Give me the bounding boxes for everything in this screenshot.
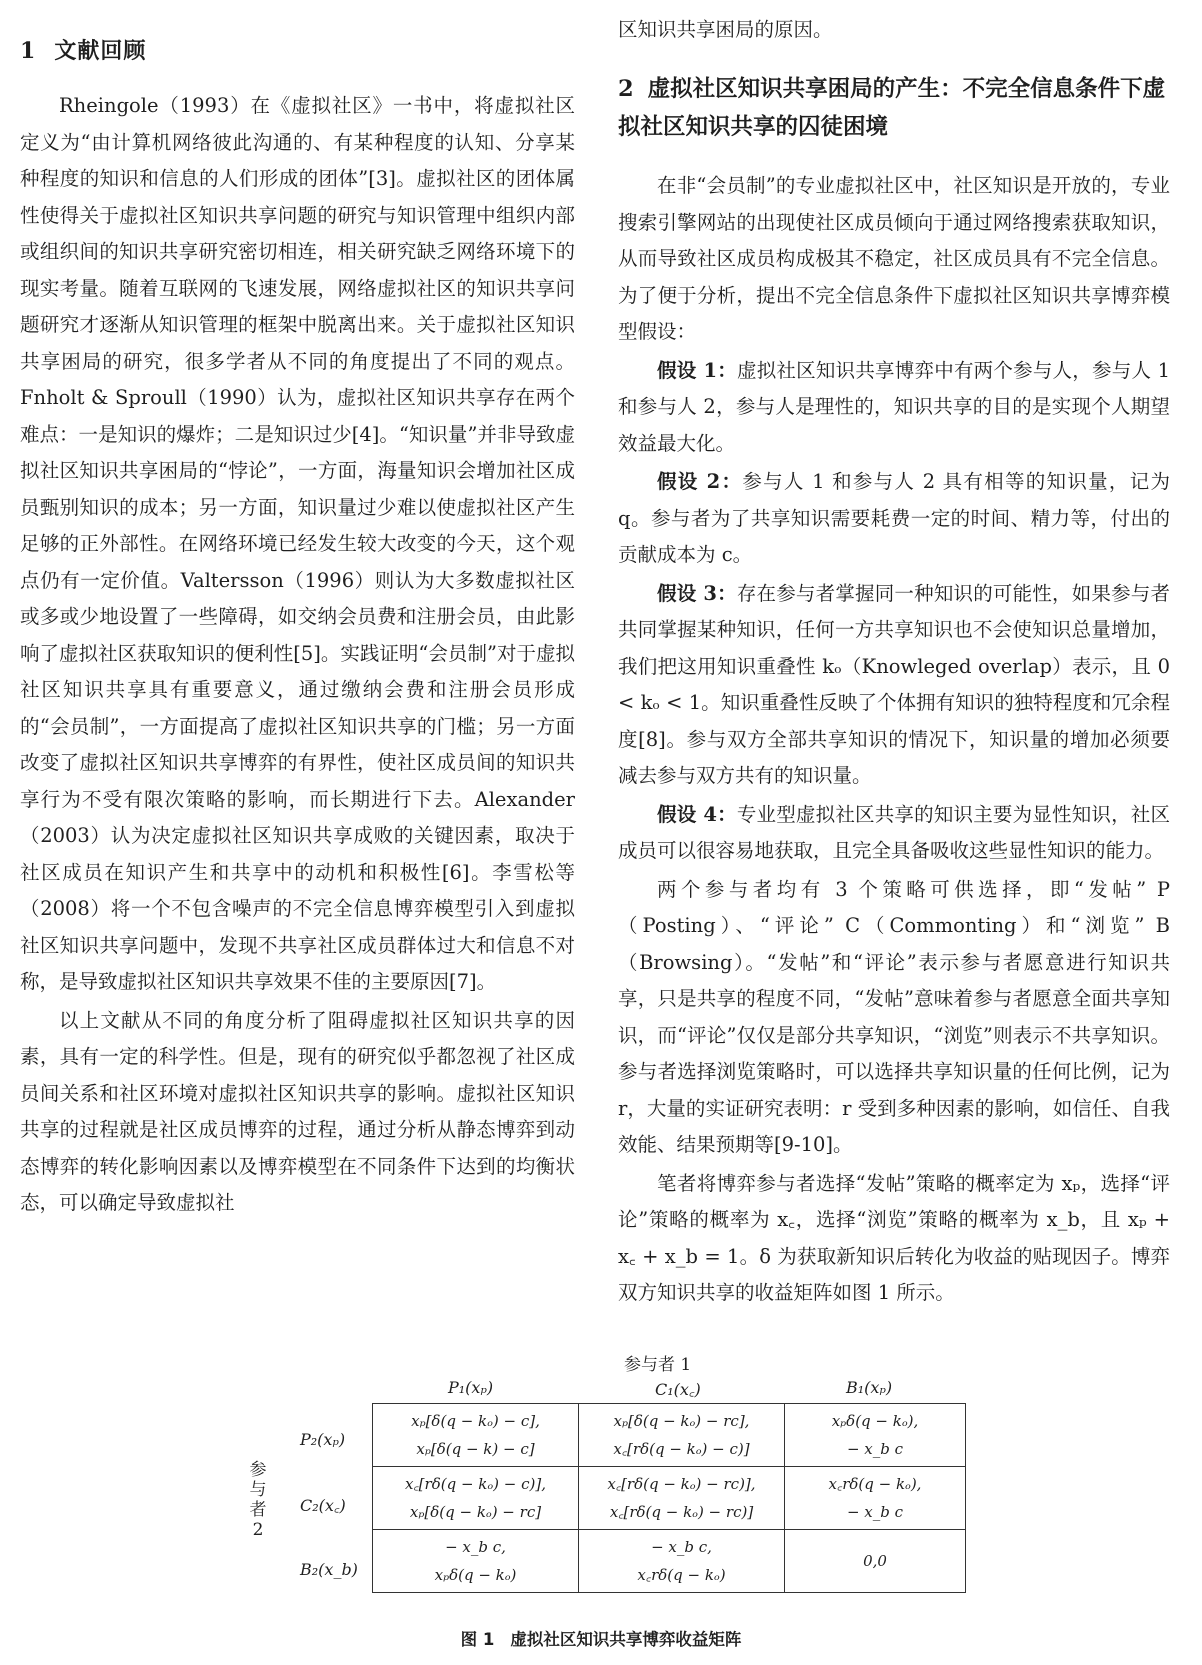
- paragraph: Rheingole（1993）在《虚拟社区》一书中，将虚拟社区定义为“由计算机网络彼此沟通的、有某种程度的认知、分享某种程度的知识和信息的人们形成的团体”[3]。虚拟社区的团体属性使得关于虚拟社区知识共享问题的研究与知识管理中组织内部或组织间的知识共享研究密切相连，相关研究缺乏网络环境下的现实考量。随着互联网的飞速发展，网络虚拟社区的知识共享问题研究才逐渐从知识管理的框架中脱离出来。关于虚拟社区知识共享困局的研究，很多学者从不同的角度提出了不同的观点。Fnholt & Sproull（1990）认为，虚拟社区知识共享存在两个难点：一是知识的爆炸；二是知识过少[4]。“知识量”并非导致虚拟社区知识共享困局的“悖论”，一方面，海量知识会增加社区成员甄别知识的成本；另一方面，知识量过少难以使虚拟社区产生足够的正外部性。在网络环境已经发生较大改变的今天，这个观点仍有一定价值。Valtersson（1996）则认为大多数虚拟社区或多或少地设置了一些障碍，如交纳会员费和注册会员，由此影响了虚拟社区获取知识的便利性[5]。实践证明“会员制”对于虚拟社区知识共享具有重要意义，通过缴纳会费和注册会员形成的“会员制”，一方面提高了虚拟社区知识共享的门槛；另一方面改变了虚拟社区知识共享博弈的有界性，使社区成员间的知识共享行为不受有限次策略的影响，而长期进行下去。Alexander（2003）认为决定虚拟社区知识共享成败的关键因素，取决于社区成员在知识产生和共享中的动机和积极性[6]。李雪松等（2008）将一个不包含噪声的不完全信息博弈模型引入到虚拟社区知识共享问题中，发现不共享社区成员群体过大和信息不对称，是导致虚拟社区知识共享效果不佳的主要原因[7]。: [20, 94, 575, 993]
- cell-line: − x_b c: [846, 1503, 904, 1521]
- cell-line: x꜀[rδ(q − kₒ) − c)]: [613, 1440, 750, 1458]
- section-2-title: [618, 70, 1170, 146]
- matrix-cell: [579, 1404, 785, 1467]
- player-2-label: 参与者 2: [249, 1460, 267, 1540]
- cell-line: x꜀[rδ(q − kₒ) − c)],: [405, 1475, 546, 1493]
- figure-caption: [0, 1626, 1202, 1650]
- matrix-row: [373, 1404, 966, 1467]
- matrix-row: [373, 1530, 966, 1593]
- cell-line: xₚ[δ(q − k) − c]: [416, 1440, 535, 1458]
- assumption-text: 专业型虚拟社区共享的知识主要为显性知识，社区成员可以很容易地获取，且完全具备吸收这些显性知识的能力。: [618, 802, 1170, 862]
- payoff-matrix: [372, 1403, 966, 1593]
- row-header: B₂(x_b): [300, 1560, 358, 1579]
- assumption-label: 假设 4：: [657, 802, 737, 826]
- paragraph: 以上文献从不同的角度分析了阻碍虚拟社区知识共享的因素，具有一定的科学性。但是，现有的研究似乎都忽视了社区成员间关系和社区环境对虚拟社区知识共享的影响。虚拟社区知识共享的过程就是社区成员博弈的过程，通过分析从静态博弈到动态博弈的转化影响因素以及博弈模型在不同条件下达到的均衡状态，可以确定导致虚拟社: [20, 1008, 575, 1214]
- assumption-text: 虚拟社区知识共享博弈中有两个参与人，参与人 1 和参与人 2，参与人是理性的，知识共享的目的是实现个人期望效益最大化。: [618, 358, 1171, 455]
- assumption-3: [618, 576, 1170, 795]
- assumption-4: [618, 797, 1170, 870]
- matrix-cell: [785, 1404, 966, 1467]
- cell-line: − x_b c,: [651, 1538, 712, 1556]
- player-1-label: 参与者 1: [624, 1355, 692, 1375]
- assumption-2: [618, 464, 1170, 574]
- cell-line: x꜀rδ(q − kₒ): [637, 1566, 726, 1584]
- assumption-label: 假设 1：: [657, 358, 737, 382]
- row-header: C₂(x꜀): [300, 1496, 346, 1515]
- assumption-text: 参与人 1 和参与人 2 具有相等的知识量，记为 q。参与者为了共享知识需要耗费一定的时间、精力等，付出的贡献成本为 c。: [618, 470, 1171, 566]
- cell-line: 0,0: [863, 1552, 887, 1570]
- paragraph: 两个参与者均有 3 个策略可供选择，即“发帖” P（Posting）、“评论” C（Commonting）和“浏览” B（Browsing）。“发帖”和“评论”表示参与者愿意进行知识共享，只是共享的程度不同，“发帖”意味着参与者愿意全面共享知识，而“评论”仅仅是部分共享知识，“浏览”则表示不共享知识。参与者选择浏览策略时，可以选择共享知识量的任何比例，记为 r，大量的实证研究表明：r 受到多种因素的影响，如信任、自我效能、结果预期等[9-10]。: [618, 877, 1170, 1156]
- matrix-cell: [373, 1530, 579, 1593]
- section-title-text: 虚拟社区知识共享困局的产生：不完全信息条件下虚拟社区知识共享的囚徒困境: [618, 76, 1166, 140]
- matrix-cell: [373, 1467, 579, 1530]
- column-header: B₁(xₚ): [846, 1378, 893, 1397]
- cell-line: − x_b c: [846, 1440, 904, 1458]
- cell-line: x꜀rδ(q − kₒ),: [828, 1475, 922, 1493]
- figure-caption-text: 虚拟社区知识共享博弈收益矩阵: [510, 1630, 742, 1649]
- cell-line: xₚ[δ(q − kₒ) − rc]: [409, 1503, 542, 1521]
- cell-line: xₚ[δ(q − kₒ) − rc],: [613, 1412, 750, 1430]
- section-title-text: 文献回顾: [54, 38, 147, 64]
- matrix-cell: [785, 1530, 966, 1593]
- paragraph-continuation: 区知识共享困局的原因。: [618, 18, 833, 41]
- left-column-body: [20, 88, 575, 1222]
- matrix-cell: [579, 1530, 785, 1593]
- assumption-label: 假设 3：: [657, 581, 737, 605]
- paragraph: 笔者将博弈参与者选择“发帖”策略的概率定为 xₚ，选择“评论”策略的概率为 x꜀，选择“浏览”策略的概率为 x_b，且 xₚ + x꜀ + x_b = 1。δ 为获取新知识后转化为收益的贴现因子。博弈双方知识共享的收益矩阵如图 1 所示。: [618, 1171, 1170, 1304]
- cell-line: x꜀[rδ(q − kₒ) − rc)],: [607, 1475, 756, 1493]
- section-number: 2: [618, 76, 634, 102]
- section-number: 1: [20, 38, 37, 64]
- matrix-cell: [373, 1404, 579, 1467]
- assumption-text: 存在参与者掌握同一种知识的可能性，如果参与者共同掌握某种知识，任何一方共享知识也不会使知识总量增加，我们把这用知识重叠性 kₒ（Knowleged overlap）表示，且 0 < kₒ < 1。知识重叠性反映了个体拥有知识的独特程度和冗余程度[8]。参与双方全部共享知识的情况下，知识量的增加必须要减去参与双方共有的知识量。: [618, 581, 1170, 787]
- column-header: C₁(x꜀): [655, 1380, 701, 1399]
- cell-line: − x_b c,: [445, 1538, 506, 1556]
- assumption-label: 假设 2：: [657, 470, 743, 493]
- matrix-cell: [785, 1467, 966, 1530]
- right-column-continuation: [618, 12, 1170, 49]
- figure-number: 图 1: [460, 1630, 495, 1649]
- right-column-body: [618, 168, 1170, 1312]
- row-header: P₂(xₚ): [300, 1430, 346, 1449]
- section-1-title: [20, 34, 146, 65]
- column-header: P₁(xₚ): [448, 1378, 494, 1397]
- matrix-cell: [579, 1467, 785, 1530]
- cell-line: xₚδ(q − kₒ): [434, 1566, 517, 1584]
- assumption-1: [618, 353, 1170, 463]
- matrix-row: [373, 1467, 966, 1530]
- cell-line: xₚ[δ(q − kₒ) − c],: [411, 1412, 540, 1430]
- cell-line: x꜀[rδ(q − kₒ) − rc)]: [609, 1503, 754, 1521]
- cell-line: xₚδ(q − kₒ),: [831, 1412, 919, 1430]
- paragraph: 在非“会员制”的专业虚拟社区中，社区知识是开放的，专业搜索引擎网站的出现使社区成员倾向于通过网络搜索获取知识，从而导致社区成员构成极其不稳定，社区成员具有不完全信息。为了便于分析，提出不完全信息条件下虚拟社区知识共享博弈模型假设：: [618, 174, 1170, 343]
